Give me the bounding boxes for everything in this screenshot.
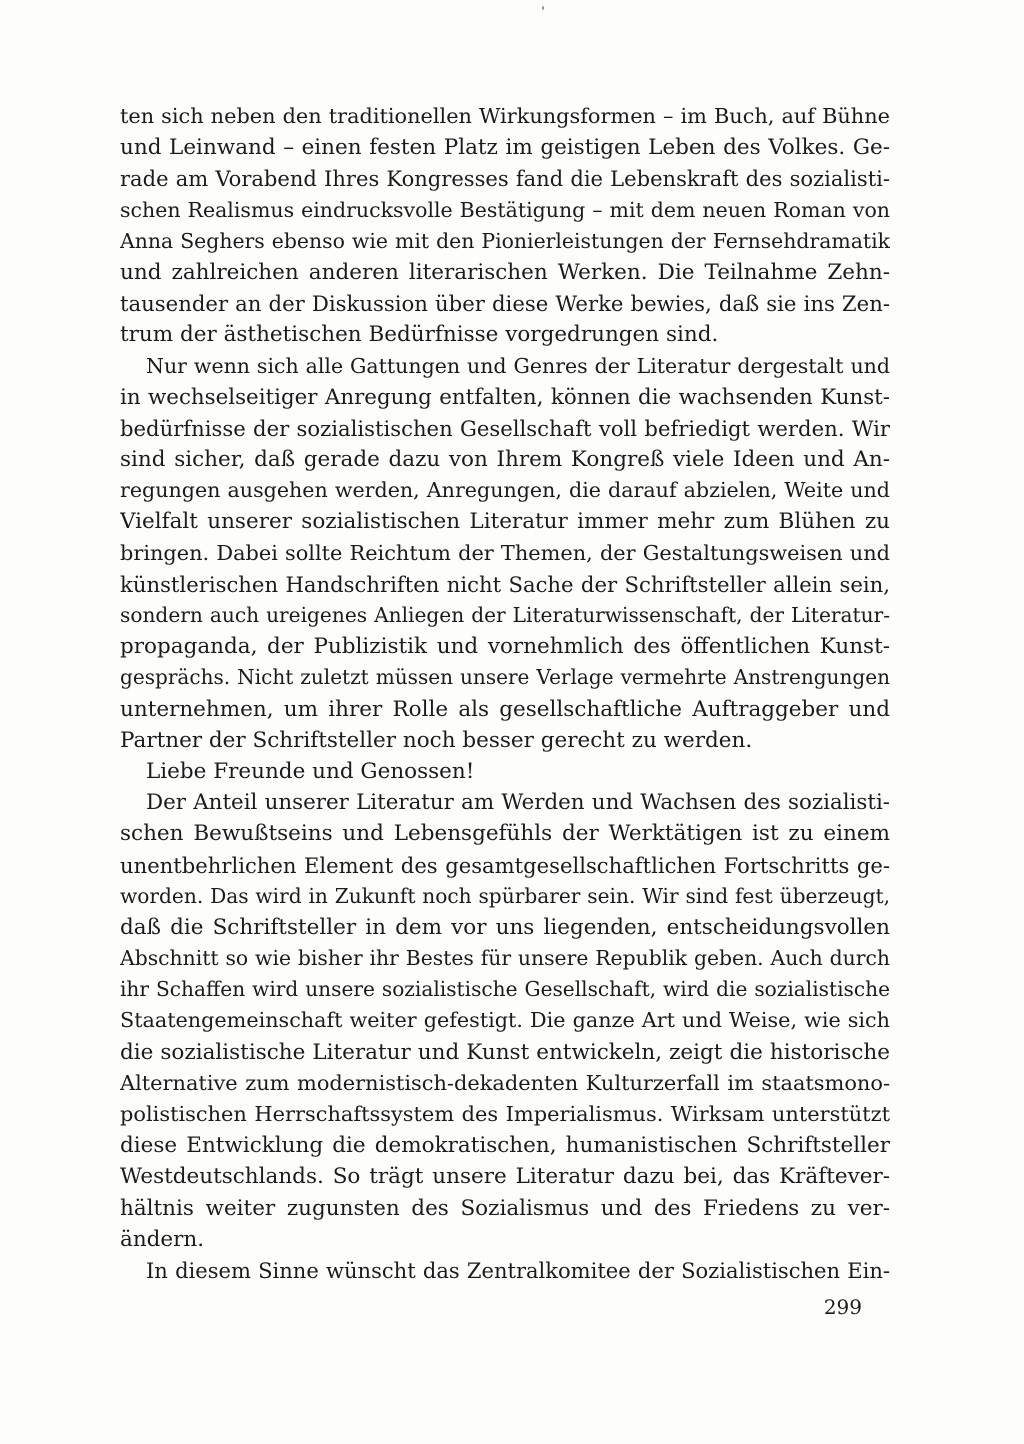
text-line: schen Bewußtseins und Lebensgefühls der Werktätigen ist zu einem <box>120 821 890 847</box>
text-line: Westdeutschlands. So trägt unsere Literatur dazu bei, das Kräftever- <box>120 1164 890 1190</box>
text-line: Alternative zum modernistisch-dekadenten Kulturzerfall im staatsmono- <box>120 1070 890 1095</box>
text-line: ändern. <box>120 1226 205 1252</box>
text-line: rade am Vorabend Ihres Kongresses fand die Lebenskraft des sozialisti- <box>120 166 890 192</box>
text-line: Nur wenn sich alle Gattungen und Genres der Literatur dergestalt und <box>146 353 890 378</box>
text-line: daß die Schriftsteller in dem vor uns liegenden, entscheidungsvollen <box>120 914 890 940</box>
scan-speck <box>542 6 544 10</box>
text-line: Staatengemeinschaft weiter gefestigt. Die ganze Art und Weise, wie sich <box>120 1008 890 1033</box>
text-line: unternehmen, um ihrer Rolle als gesellschaftliche Auftraggeber und <box>120 696 890 722</box>
text-line: in wechselseitiger Anregung entfalten, können die wachsenden Kunst- <box>120 384 890 410</box>
text-line: regungen ausgehen werden, Anregungen, die darauf abzielen, Weite und <box>120 478 890 503</box>
text-line: und Leinwand – einen festen Platz im geistigen Leben des Volkes. Ge- <box>120 135 890 161</box>
text-line: diese Entwicklung die demokratischen, humanistischen Schriftsteller <box>120 1133 890 1159</box>
text-line: Abschnitt so wie bisher ihr Bestes für unsere Republik geben. Auch durch <box>120 946 890 971</box>
page-number: 299 <box>823 1295 862 1319</box>
text-line: sind sicher, daß gerade dazu von Ihrem Kongreß viele Ideen und An- <box>120 447 890 473</box>
text-line: Partner der Schriftsteller noch besser gerecht zu werden. <box>120 727 753 753</box>
text-line: tausender an der Diskussion über diese Werke bewies, daß sie ins Zen- <box>120 291 890 317</box>
text-line: Vielfalt unserer sozialistischen Literatur immer mehr zum Blühen zu <box>120 509 890 535</box>
text-line: In diesem Sinne wünscht das Zentralkomitee der Sozialistischen Ein- <box>146 1257 890 1283</box>
text-line: propaganda, der Publizistik und vornehmlich des öffentlichen Kunst- <box>120 634 890 660</box>
text-line: bedürfnisse der sozialistischen Gesellschaft voll befriedigt werden. Wir <box>120 415 890 441</box>
text-line: künstlerischen Handschriften nicht Sache der Schriftsteller allein sein, <box>120 571 890 597</box>
text-line: ten sich neben den traditionellen Wirkungsformen – im Buch, auf Bühne <box>120 104 890 128</box>
text-line: unentbehrlichen Element des gesamtgesellschaftlichen Fortschritts ge- <box>120 852 890 878</box>
text-line: Anna Seghers ebenso wie mit den Pionierleistungen der Fernsehdramatik <box>120 228 890 253</box>
text-line: hältnis weiter zugunsten des Sozialismus und des Friedens zu ver- <box>120 1195 890 1221</box>
text-line: Liebe Freunde und Genossen! <box>146 758 475 784</box>
text-line: sondern auch ureigenes Anliegen der Literaturwissenschaft, der Literatur- <box>120 603 890 627</box>
text-line: worden. Das wird in Zukunft noch spürbarer sein. Wir sind fest überzeugt, <box>120 883 890 908</box>
text-line: die sozialistische Literatur und Kunst entwickeln, zeigt die historische <box>120 1039 890 1065</box>
text-line: ihr Schaffen wird unsere sozialistische Gesellschaft, wird die sozialistische <box>120 977 890 1002</box>
text-line: und zahlreichen anderen literarischen Werken. Die Teilnahme Zehn- <box>120 259 890 285</box>
text-line: schen Realismus eindrucksvolle Bestätigung – mit dem neuen Roman von <box>120 197 890 222</box>
body-text <box>120 101 890 1286</box>
text-line: bringen. Dabei sollte Reichtum der Themen, der Gestaltungsweisen und <box>120 540 890 565</box>
text-line: Der Anteil unserer Literatur am Werden und Wachsen des sozialisti- <box>146 790 890 816</box>
text-line: gesprächs. Nicht zuletzt müssen unsere Verlage vermehrte Anstrengungen <box>120 665 890 690</box>
text-line: trum der ästhetischen Bedürfnisse vorgedrungen sind. <box>120 322 719 348</box>
text-line: polistischen Herrschaftssystem des Imperialismus. Wirksam unterstützt <box>120 1102 890 1126</box>
